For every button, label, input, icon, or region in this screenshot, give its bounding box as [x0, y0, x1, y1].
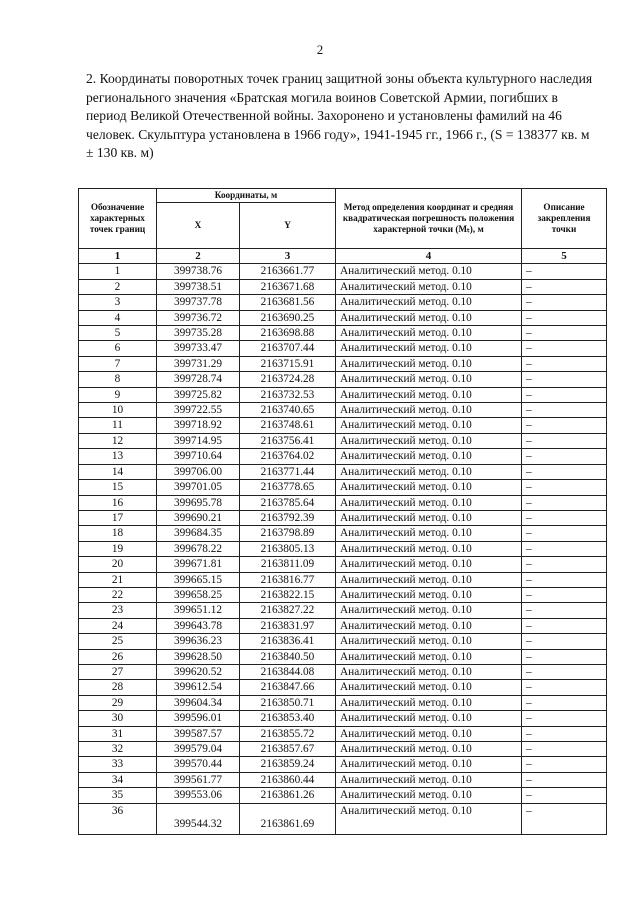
y-coordinate-cell: 2163698.88 — [240, 326, 336, 341]
method-cell: Аналитический метод. 0.10 — [336, 295, 522, 310]
header-x: X — [157, 203, 240, 249]
point-number-cell: 24 — [79, 618, 157, 633]
fixing-cell: – — [522, 526, 607, 541]
table-row — [79, 464, 607, 479]
method-cell: Аналитический метод. 0.10 — [336, 449, 522, 464]
y-coordinate-cell: 2163740.65 — [240, 403, 336, 418]
x-coordinate-cell: 399636.23 — [157, 634, 240, 649]
x-coordinate-cell: 399658.25 — [157, 587, 240, 602]
table-row — [79, 295, 607, 310]
x-coordinate-cell: 399643.78 — [157, 618, 240, 633]
y-coordinate-cell: 2163857.67 — [240, 742, 336, 757]
point-number-cell: 10 — [79, 403, 157, 418]
x-coordinate-cell: 399684.35 — [157, 526, 240, 541]
method-cell: Аналитический метод. 0.10 — [336, 557, 522, 572]
column-number: 4 — [336, 249, 522, 264]
method-cell: Аналитический метод. 0.10 — [336, 264, 522, 279]
fixing-cell: – — [522, 757, 607, 772]
point-number-cell: 16 — [79, 495, 157, 510]
method-cell: Аналитический метод. 0.10 — [336, 495, 522, 510]
fixing-cell: – — [522, 695, 607, 710]
x-coordinate-cell: 399710.64 — [157, 449, 240, 464]
column-number: 2 — [157, 249, 240, 264]
x-coordinate-cell: 399722.55 — [157, 403, 240, 418]
method-cell: Аналитический метод. 0.10 — [336, 480, 522, 495]
method-cell: Аналитический метод. 0.10 — [336, 510, 522, 525]
point-number-cell: 32 — [79, 742, 157, 757]
table-row — [79, 757, 607, 772]
point-number-cell: 13 — [79, 449, 157, 464]
method-cell: Аналитический метод. 0.10 — [336, 772, 522, 787]
y-coordinate-cell: 2163785.64 — [240, 495, 336, 510]
table-row — [79, 803, 607, 834]
method-cell: Аналитический метод. 0.10 — [336, 788, 522, 803]
point-number-cell: 3 — [79, 295, 157, 310]
method-cell: Аналитический метод. 0.10 — [336, 649, 522, 664]
point-number-cell: 4 — [79, 310, 157, 325]
point-number-cell: 33 — [79, 757, 157, 772]
fixing-cell: – — [522, 356, 607, 371]
x-coordinate-cell: 399587.57 — [157, 726, 240, 741]
table-row — [79, 279, 607, 294]
point-number-cell: 7 — [79, 356, 157, 371]
x-coordinate-cell: 399570.44 — [157, 757, 240, 772]
y-coordinate-cell: 2163690.25 — [240, 310, 336, 325]
x-coordinate-cell: 399620.52 — [157, 664, 240, 679]
header-coordinates: Координаты, м — [157, 189, 336, 203]
fixing-cell: – — [522, 603, 607, 618]
point-number-cell: 28 — [79, 680, 157, 695]
method-cell: Аналитический метод. 0.10 — [336, 387, 522, 402]
method-cell: Аналитический метод. 0.10 — [336, 587, 522, 602]
point-number-cell: 15 — [79, 480, 157, 495]
table-row — [79, 541, 607, 556]
table-row — [79, 372, 607, 387]
method-cell: Аналитический метод. 0.10 — [336, 695, 522, 710]
fixing-cell: – — [522, 772, 607, 787]
x-coordinate-cell: 399738.76 — [157, 264, 240, 279]
point-number-cell: 9 — [79, 387, 157, 402]
point-number-cell: 22 — [79, 587, 157, 602]
fixing-cell: – — [522, 510, 607, 525]
table-row — [79, 772, 607, 787]
fixing-cell: – — [522, 803, 607, 834]
y-coordinate-cell: 2163836.41 — [240, 634, 336, 649]
x-coordinate-cell: 399690.21 — [157, 510, 240, 525]
y-coordinate-cell: 2163822.15 — [240, 587, 336, 602]
table-row — [79, 387, 607, 402]
y-coordinate-cell: 2163715.91 — [240, 356, 336, 371]
fixing-cell: – — [522, 433, 607, 448]
header-method: Метод определения координат и средняя квадратическая погрешность положения характерной точки (Mₜ), м — [336, 189, 522, 249]
point-number-cell: 29 — [79, 695, 157, 710]
fixing-cell: – — [522, 711, 607, 726]
table-row — [79, 341, 607, 356]
method-cell: Аналитический метод. 0.10 — [336, 372, 522, 387]
point-number-cell: 12 — [79, 433, 157, 448]
table-row — [79, 788, 607, 803]
y-coordinate-cell: 2163805.13 — [240, 541, 336, 556]
method-cell: Аналитический метод. 0.10 — [336, 403, 522, 418]
column-number: 5 — [522, 249, 607, 264]
fixing-cell: – — [522, 649, 607, 664]
x-coordinate-cell: 399736.72 — [157, 310, 240, 325]
section-heading: 2. Координаты поворотных точек границ защитной зоны объекта культурного наследия регионального значения «Братская могила воинов Советской Армии, погибших в период Великой Отечественной войны. Захоронено и установлены фамилий на 46 человек. Скульптура установлена в 1966 году», 1941-1945 гг., 1966 г., (S = 138377 кв. м ± 130 кв. м) — [86, 71, 593, 160]
x-coordinate-cell: 399665.15 — [157, 572, 240, 587]
method-cell: Аналитический метод. 0.10 — [336, 341, 522, 356]
method-cell: Аналитический метод. 0.10 — [336, 664, 522, 679]
fixing-cell: – — [522, 387, 607, 402]
table-row — [79, 310, 607, 325]
fixing-cell: – — [522, 264, 607, 279]
table-row — [79, 510, 607, 525]
point-number-cell: 21 — [79, 572, 157, 587]
y-coordinate-cell: 2163844.08 — [240, 664, 336, 679]
point-number-cell: 19 — [79, 541, 157, 556]
table-row — [79, 449, 607, 464]
x-coordinate-cell: 399544.32 — [157, 803, 240, 834]
table-row — [79, 264, 607, 279]
point-number-cell: 23 — [79, 603, 157, 618]
point-number-cell: 18 — [79, 526, 157, 541]
fixing-cell: – — [522, 726, 607, 741]
point-number-cell: 11 — [79, 418, 157, 433]
method-cell: Аналитический метод. 0.10 — [336, 418, 522, 433]
table-row — [79, 649, 607, 664]
method-cell: Аналитический метод. 0.10 — [336, 757, 522, 772]
fixing-cell: – — [522, 541, 607, 556]
method-cell: Аналитический метод. 0.10 — [336, 680, 522, 695]
x-coordinate-cell: 399733.47 — [157, 341, 240, 356]
y-coordinate-cell: 2163792.39 — [240, 510, 336, 525]
coordinates-table — [78, 188, 607, 835]
fixing-cell: – — [522, 680, 607, 695]
fixing-cell: – — [522, 326, 607, 341]
table-row — [79, 603, 607, 618]
y-coordinate-cell: 2163859.24 — [240, 757, 336, 772]
table-row — [79, 480, 607, 495]
x-coordinate-cell: 399678.22 — [157, 541, 240, 556]
fixing-cell: – — [522, 572, 607, 587]
y-coordinate-cell: 2163798.89 — [240, 526, 336, 541]
point-number-cell: 5 — [79, 326, 157, 341]
method-cell: Аналитический метод. 0.10 — [336, 279, 522, 294]
x-coordinate-cell: 399738.51 — [157, 279, 240, 294]
method-cell: Аналитический метод. 0.10 — [336, 356, 522, 371]
header-y: Y — [240, 203, 336, 249]
method-cell: Аналитический метод. 0.10 — [336, 572, 522, 587]
y-coordinate-cell: 2163724.28 — [240, 372, 336, 387]
point-number-cell: 25 — [79, 634, 157, 649]
column-number: 3 — [240, 249, 336, 264]
table-row — [79, 680, 607, 695]
x-coordinate-cell: 399728.74 — [157, 372, 240, 387]
y-coordinate-cell: 2163764.02 — [240, 449, 336, 464]
table-row — [79, 403, 607, 418]
fixing-cell: – — [522, 372, 607, 387]
y-coordinate-cell: 2163748.61 — [240, 418, 336, 433]
table-body — [79, 249, 607, 835]
table-row — [79, 587, 607, 602]
table-row — [79, 695, 607, 710]
method-cell: Аналитический метод. 0.10 — [336, 742, 522, 757]
point-number-cell: 31 — [79, 726, 157, 741]
table-row — [79, 418, 607, 433]
y-coordinate-cell: 2163811.09 — [240, 557, 336, 572]
method-cell: Аналитический метод. 0.10 — [336, 618, 522, 633]
point-number-cell: 8 — [79, 372, 157, 387]
fixing-cell: – — [522, 449, 607, 464]
y-coordinate-cell: 2163756.41 — [240, 433, 336, 448]
x-coordinate-cell: 399706.00 — [157, 464, 240, 479]
x-coordinate-cell: 399695.78 — [157, 495, 240, 510]
fixing-cell: – — [522, 742, 607, 757]
table-row — [79, 742, 607, 757]
table-row — [79, 572, 607, 587]
point-number-cell: 17 — [79, 510, 157, 525]
method-cell: Аналитический метод. 0.10 — [336, 464, 522, 479]
column-number-row — [79, 249, 607, 264]
point-number-cell: 35 — [79, 788, 157, 803]
x-coordinate-cell: 399718.92 — [157, 418, 240, 433]
point-number-cell: 20 — [79, 557, 157, 572]
x-coordinate-cell: 399612.54 — [157, 680, 240, 695]
y-coordinate-cell: 2163671.68 — [240, 279, 336, 294]
x-coordinate-cell: 399725.82 — [157, 387, 240, 402]
point-number-cell: 27 — [79, 664, 157, 679]
x-coordinate-cell: 399561.77 — [157, 772, 240, 787]
y-coordinate-cell: 2163771.44 — [240, 464, 336, 479]
fixing-cell: – — [522, 587, 607, 602]
x-coordinate-cell: 399731.29 — [157, 356, 240, 371]
fixing-cell: – — [522, 480, 607, 495]
x-coordinate-cell: 399628.50 — [157, 649, 240, 664]
y-coordinate-cell: 2163850.71 — [240, 695, 336, 710]
method-cell: Аналитический метод. 0.10 — [336, 634, 522, 649]
method-cell: Аналитический метод. 0.10 — [336, 603, 522, 618]
table-row — [79, 557, 607, 572]
method-cell: Аналитический метод. 0.10 — [336, 326, 522, 341]
point-number-cell: 14 — [79, 464, 157, 479]
x-coordinate-cell: 399596.01 — [157, 711, 240, 726]
column-number: 1 — [79, 249, 157, 264]
method-cell: Аналитический метод. 0.10 — [336, 541, 522, 556]
point-number-cell: 34 — [79, 772, 157, 787]
table-row — [79, 495, 607, 510]
table-row — [79, 526, 607, 541]
table-row — [79, 356, 607, 371]
x-coordinate-cell: 399579.04 — [157, 742, 240, 757]
y-coordinate-cell: 2163816.77 — [240, 572, 336, 587]
method-cell: Аналитический метод. 0.10 — [336, 726, 522, 741]
fixing-cell: – — [522, 634, 607, 649]
header-point: Обозначение характерных точек границ — [79, 189, 157, 249]
x-coordinate-cell: 399553.06 — [157, 788, 240, 803]
y-coordinate-cell: 2163840.50 — [240, 649, 336, 664]
x-coordinate-cell: 399737.78 — [157, 295, 240, 310]
x-coordinate-cell: 399671.81 — [157, 557, 240, 572]
y-coordinate-cell: 2163853.40 — [240, 711, 336, 726]
fixing-cell: – — [522, 788, 607, 803]
table-row — [79, 326, 607, 341]
table-row — [79, 726, 607, 741]
x-coordinate-cell: 399735.28 — [157, 326, 240, 341]
header-fixing: Описание закрепления точки — [522, 189, 607, 249]
fixing-cell: – — [522, 403, 607, 418]
table-row — [79, 664, 607, 679]
fixing-cell: – — [522, 341, 607, 356]
fixing-cell: – — [522, 295, 607, 310]
point-number-cell: 36 — [79, 803, 157, 834]
fixing-cell: – — [522, 310, 607, 325]
method-cell: Аналитический метод. 0.10 — [336, 433, 522, 448]
x-coordinate-cell: 399651.12 — [157, 603, 240, 618]
point-number-cell: 6 — [79, 341, 157, 356]
point-number-cell: 26 — [79, 649, 157, 664]
point-number-cell: 2 — [79, 279, 157, 294]
table-row — [79, 711, 607, 726]
x-coordinate-cell: 399701.05 — [157, 480, 240, 495]
y-coordinate-cell: 2163861.69 — [240, 803, 336, 834]
table-row — [79, 433, 607, 448]
point-number-cell: 1 — [79, 264, 157, 279]
y-coordinate-cell: 2163860.44 — [240, 772, 336, 787]
y-coordinate-cell: 2163861.26 — [240, 788, 336, 803]
method-cell: Аналитический метод. 0.10 — [336, 310, 522, 325]
y-coordinate-cell: 2163831.97 — [240, 618, 336, 633]
x-coordinate-cell: 399714.95 — [157, 433, 240, 448]
fixing-cell: – — [522, 279, 607, 294]
y-coordinate-cell: 2163732.53 — [240, 387, 336, 402]
table-row — [79, 618, 607, 633]
fixing-cell: – — [522, 618, 607, 633]
fixing-cell: – — [522, 418, 607, 433]
y-coordinate-cell: 2163847.66 — [240, 680, 336, 695]
fixing-cell: – — [522, 557, 607, 572]
y-coordinate-cell: 2163707.44 — [240, 341, 336, 356]
fixing-cell: – — [522, 664, 607, 679]
y-coordinate-cell: 2163661.77 — [240, 264, 336, 279]
y-coordinate-cell: 2163827.22 — [240, 603, 336, 618]
fixing-cell: – — [522, 464, 607, 479]
x-coordinate-cell: 399604.34 — [157, 695, 240, 710]
fixing-cell: – — [522, 495, 607, 510]
method-cell: Аналитический метод. 0.10 — [336, 711, 522, 726]
y-coordinate-cell: 2163778.65 — [240, 480, 336, 495]
y-coordinate-cell: 2163855.72 — [240, 726, 336, 741]
point-number-cell: 30 — [79, 711, 157, 726]
table-row — [79, 634, 607, 649]
y-coordinate-cell: 2163681.56 — [240, 295, 336, 310]
method-cell: Аналитический метод. 0.10 — [336, 526, 522, 541]
method-cell: Аналитический метод. 0.10 — [336, 803, 522, 834]
page-number: 2 — [316, 42, 324, 57]
